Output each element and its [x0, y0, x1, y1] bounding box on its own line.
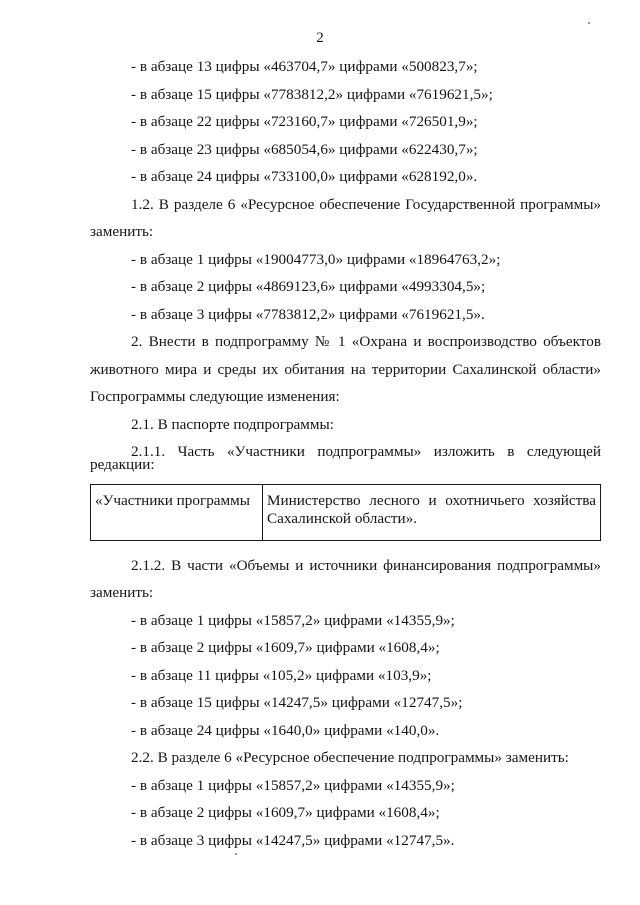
section-2-line2: животного мира и среды их обитания на территории Сахалинской области»	[90, 361, 601, 378]
list-item: - в абзаце 15 цифры «14247,5» цифрами «12747,5»;	[131, 694, 463, 711]
list-item: - в абзаце 23 цифры «685054,6» цифрами «622430,7»;	[131, 141, 478, 158]
participants-table	[90, 484, 601, 541]
section-2-2-heading: 2.2. В разделе 6 «Ресурсное обеспечение подпрограммы» заменить:	[131, 749, 569, 766]
scan-speck	[588, 22, 590, 24]
list-item: - в абзаце 3 цифры «7783812,2» цифрами «7619621,5».	[131, 306, 485, 323]
table-value-line2: Сахалинской области».	[267, 510, 417, 527]
section-2-1-2-continuation: заменить:	[90, 584, 154, 601]
list-item: - в абзаце 22 цифры «723160,7» цифрами «726501,9»;	[131, 113, 478, 130]
section-1-2-continuation: заменить:	[90, 223, 154, 240]
section-2-line3: Госпрограммы следующие изменения:	[90, 388, 340, 405]
section-2-1-2-line1: 2.1.2. В части «Объемы и источники финансирования подпрограммы»	[131, 557, 601, 574]
page-number: 2	[316, 30, 324, 46]
table-value-line1: Министерство лесного и охотничьего хозяйства	[267, 492, 596, 509]
list-item: - в абзаце 13 цифры «463704,7» цифрами «500823,7»;	[131, 58, 478, 75]
table-row	[91, 485, 601, 541]
section-2-line1: 2. Внести в подпрограмму № 1 «Охрана и воспроизводство объектов	[131, 333, 601, 350]
list-item: - в абзаце 24 цифры «733100,0» цифрами «628192,0».	[131, 168, 478, 185]
scan-speck	[235, 853, 237, 855]
list-item: - в абзаце 11 цифры «105,2» цифрами «103,9»;	[131, 667, 432, 684]
section-1-2-heading: 1.2. В разделе 6 «Ресурсное обеспечение Государственной программы»	[131, 196, 601, 213]
list-item: - в абзаце 3 цифры «14247,5» цифрами «12747,5».	[131, 832, 455, 849]
list-item: - в абзаце 1 цифры «19004773,0» цифрами «18964763,2»;	[131, 251, 501, 268]
table-cell-value	[263, 485, 601, 541]
list-item: - в абзаце 24 цифры «1640,0» цифрами «140,0».	[131, 722, 440, 739]
list-item: - в абзаце 1 цифры «15857,2» цифрами «14355,9»;	[131, 777, 455, 794]
section-2-1-1-line1: 2.1.1. Часть «Участники подпрограммы» изложить в следующей	[131, 443, 601, 460]
list-item: - в абзаце 15 цифры «7783812,2» цифрами «7619621,5»;	[131, 86, 493, 103]
list-item: - в абзаце 1 цифры «15857,2» цифрами «14355,9»;	[131, 612, 455, 629]
section-2-1-heading: 2.1. В паспорте подпрограммы:	[131, 416, 334, 433]
section-2-1-1-line2: редакции:	[90, 456, 155, 473]
table-cell-label: «Участники программы	[91, 485, 263, 541]
list-item: - в абзаце 2 цифры «1609,7» цифрами «1608,4»;	[131, 804, 440, 821]
list-item: - в абзаце 2 цифры «4869123,6» цифрами «4993304,5»;	[131, 278, 486, 295]
list-item: - в абзаце 2 цифры «1609,7» цифрами «1608,4»;	[131, 639, 440, 656]
